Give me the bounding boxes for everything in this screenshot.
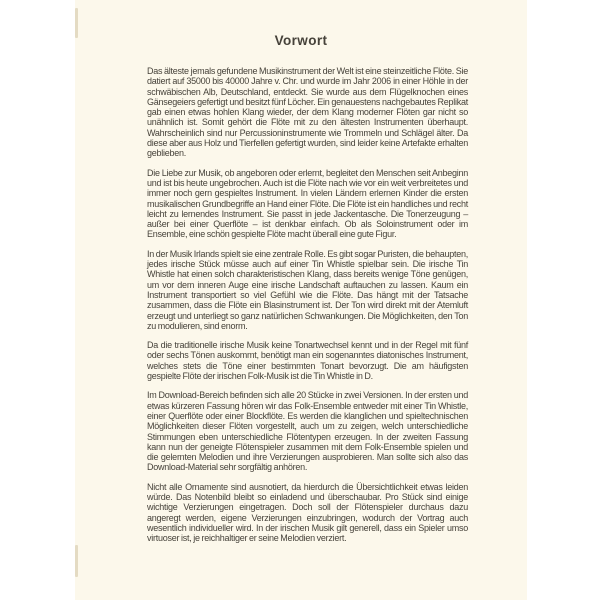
document-page xyxy=(75,0,527,600)
paragraph-2: Die Liebe zur Musik, ob angeboren oder erlernt, begleitet den Menschen seit Anbeginn und ist bis heute ungebrochen. Auch ist die Flöte nach wie vor ein weit verbreitetes und immer noch gern gespieltes Instrument. In vielen Ländern erlernen Kinder die ersten musikalischen Grundbegriffe an Hand einer Flöte. Die Flöte ist ein handliches und recht leicht zu lernendes Instrument. Sie passt in jede Jackentasche. Die Tonerzeugung – außer bei einer Querflöte – ist denkbar einfach. Ob als Soloinstrument oder im Ensemble, eine schön gespielte Flöte macht überall eine gute Figur. xyxy=(147,167,468,240)
paragraph-5: Im Download-Bereich befinden sich alle 20 Stücke in zwei Versionen. In der ersten und etwas kürzeren Fassung hören wir das Folk-Ensemble entweder mit einer Tin Whistle, einer Querflöte oder einer Blockflöte. Es werden die klanglichen und spieltechnischen Möglichkeiten dieser Flöten vorgestellt, auch um zu zeigen, welch unterschiedliche Stimmungen eben unterschiedliche Flötentypen erzeugen. In der zweiten Fassung kann nun der geneigte Flötenspieler zusammen mit dem Folk-Ensemble spielen und die gelernten Melodien und ihre Verzierungen ausprobieren. Man sollte sich also das Download-Material sehr sorgfältig anhören. xyxy=(147,390,468,473)
paragraph-4: Da die traditionelle irische Musik keine Tonartwechsel kennt und in der Regel mit fünf oder sechs Tönen auskommt, benötigt man ein sogenanntes diatonisches Instrument, welches stets die Töne einer bestimmten Tonart bevorzugt. Die am häufigsten gespielte Flöte der irischen Folk-Musik ist die Tin Whistle in D. xyxy=(147,340,468,382)
page-edge-mark-bottom xyxy=(75,545,78,577)
paragraph-6: Nicht alle Ornamente sind ausnotiert, da hierdurch die Übersichtlichkeit etwas leiden würde. Das Notenbild bleibt so einladend und überschaubar. Pro Stück sind einige wichtige Verzierungen eingetragen. Doch soll der Flötenspieler durchaus dazu angeregt werden, eigene Verzierungen einzubringen, wodurch der Vortrag auch wesentlich individueller wird. In der irischen Musik gilt generell, dass ein Spieler umso virtuoser ist, je reichhaltiger er seine Melodien verziert. xyxy=(147,481,468,544)
page-title: Vorwort xyxy=(274,33,328,48)
page-body xyxy=(147,66,468,552)
paragraph-3: In der Musik Irlands spielt sie eine zentrale Rolle. Es gibt sogar Puristen, die behaupten, jedes irische Stück müsse auch auf einer Tin Whistle spielbar sein. Die irische Tin Whistle hat einen solch charakteristischen Klang, dass bereits wenige Töne genügen, um vor dem inneren Auge eine irische Landschaft auftauchen zu lassen. Kaum ein Instrument transportiert so viel Gefühl wie die Flöte. Das hängt mit der Tatsache zusammen, dass die Flöte ein Blasinstrument ist. Der Ton wird direkt mit der Atemluft erzeugt und unterliegt so ganz natürlichen Schwankungen. Die Möglichkeiten, den Ton zu modulieren, sind enorm. xyxy=(147,248,468,331)
paragraph-1: Das älteste jemals gefundene Musikinstrument der Welt ist eine steinzeitliche Flöte. Sie datiert auf 35000 bis 40000 Jahre v. Chr. und wurde im Jahr 2006 in einer Höhle in der schwäbischen Alb, Deutschland, entdeckt. Sie wurde aus dem Flügelknochen eines Gänsegeiers gefertigt und besitzt fünf Löcher. Ein genauestens nachgebautes Replikat gab einen etwas hohlen Klang wieder, der dem Klang moderner Flöten gar nicht so unähnlich ist. Somit gehört die Flöte mit zu den ältesten Instrumenten überhaupt. Wahrscheinlich sind nur Percussioninstrumente wie Trommeln und Schlägel älter. Da diese aber aus Holz und Tierfellen gefertigt wurden, sind leider keine Artefakte erhalten geblieben. xyxy=(147,66,468,159)
